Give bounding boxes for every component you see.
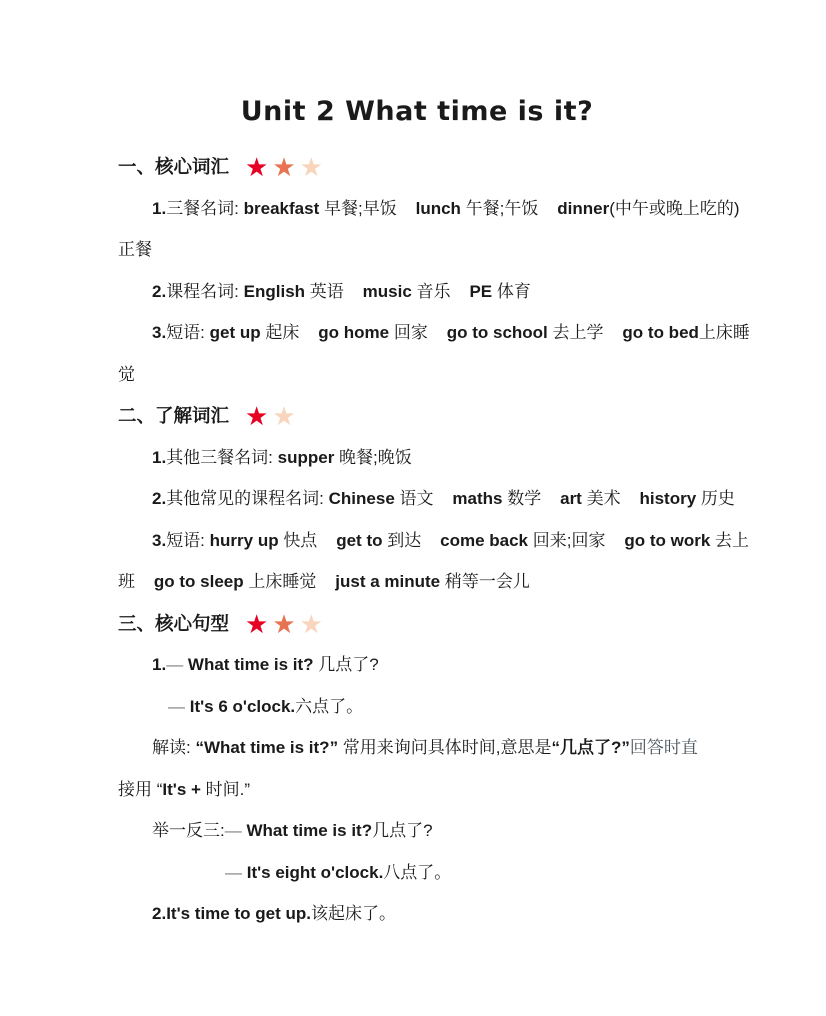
text-run: 英语 [309,281,363,301]
text-run: 1. [152,198,167,218]
text-run: 其他常见的课程名词: [166,489,329,508]
text-run: dinner [557,198,610,218]
text-run: Chinese [328,489,400,508]
text-run: 去上 [715,530,750,550]
text-run: supper [277,447,340,467]
text-run: music [362,281,417,301]
rating-stars [245,153,327,183]
text-run: go to bed [622,323,699,342]
text-run: It's 6 o'clock. [189,696,296,716]
rating-stars [245,402,300,432]
text-run: hurry up [209,530,284,550]
text-run: — [168,696,190,716]
text-run: 解读: [152,738,196,757]
text-run: PE [469,281,497,301]
text-run: 几点了? [318,655,379,674]
text-run: 晚餐;晚饭 [339,447,412,467]
text-run: 时间.” [205,779,251,799]
text-run: 1. [152,447,167,467]
text-run: — [224,821,247,840]
text-run: 回答时直 [629,738,698,757]
text-run: 觉 [118,364,135,384]
text-run: 短语: [166,323,210,342]
text-run: 午餐;午饭 [465,198,558,218]
text-run: “What time is it?” [195,738,339,757]
text-run: 快点 [283,530,337,550]
text-run: 2. [152,281,167,301]
text-run: 课程名词: [166,281,244,301]
star-icon: ★ [272,153,300,183]
text-run: 正餐 [118,240,152,259]
text-run: 三餐名词: [166,198,244,218]
line-phrases-known [118,520,750,562]
section-heading-key-sentences [118,603,716,645]
section-heading-core-words [118,146,716,188]
text-run: 几点了? [372,821,433,840]
text-run: English [243,281,310,301]
text-run: 八点了。 [383,862,452,882]
text-run: 音乐 [416,281,470,301]
text-run: just a minute [335,572,445,591]
text-run: 体育 [496,281,531,301]
text-run: 其他三餐名词: [166,447,278,467]
line-answer-six-oclock [118,686,716,728]
text-run: 美术 [586,489,640,508]
star-icon: ★ [245,153,273,183]
text-run: 数学 [507,489,561,508]
line-other-meal-nouns [118,437,716,479]
text-run: go to school [446,323,553,342]
text-run: 上床睡 [698,323,750,342]
text-run: 上床睡觉 [248,572,336,591]
text-run: go to sleep [153,572,249,591]
text-run: lunch [415,198,466,218]
line-meal-nouns-wrap [118,229,716,271]
line-extension-question [118,810,716,852]
text-run: 短语: [166,530,210,550]
text-run: 一、核心词汇 [118,156,230,177]
text-run: 稍等一会儿 [444,572,530,591]
text-run: get up [209,323,266,342]
text-run: art [560,489,587,508]
text-run: It's eight o'clock. [246,862,384,882]
line-phrases-known-wrap [118,561,716,603]
line-subject-nouns [118,271,716,313]
text-run: 到达 [387,530,441,550]
line-phrases-core [118,312,750,354]
text-run: It's + [162,779,206,799]
text-run: get to [336,530,388,550]
text-run: maths [452,489,508,508]
text-run: 去上学 [552,323,623,342]
star-icon: ★ [299,153,327,183]
line-other-subject-nouns [118,478,735,520]
text-run: 2. [152,904,167,923]
section-heading-known-words [118,395,716,437]
text-run: 起床 [265,323,319,342]
rating-stars [245,609,327,640]
document-body [118,146,750,935]
text-run: 语文 [399,489,453,508]
text-run: 接用 “ [118,779,163,799]
line-explanation-wrap [118,769,716,811]
text-run: It's time to get up. [166,904,311,923]
text-run: history [639,489,701,508]
text-run: 回家 [393,323,447,342]
text-run: come back [440,530,533,550]
text-run: 三、核心句型 [118,612,230,634]
text-run: breakfast [243,198,324,218]
text-run: 早餐;早饭 [323,198,416,218]
line-extension-answer [118,852,716,894]
text-run: 回来;回家 [532,530,625,550]
text-run: — [225,862,247,882]
text-run: 六点了。 [295,696,364,716]
line-time-to-get-up [118,893,716,935]
star-icon: ★ [245,609,273,640]
text-run: 班 [118,572,154,591]
star-icon: ★ [299,609,327,640]
text-run: 3. [152,530,167,550]
text-run: go to work [624,530,716,550]
text-run: What time is it? [246,821,373,840]
text-run: — [166,655,188,674]
text-run: go home [318,323,394,342]
text-run: 二、了解词汇 [118,405,230,426]
text-run: 2. [152,489,167,508]
text-run: 3. [152,323,167,342]
line-meal-nouns [118,188,740,230]
text-run: (中午或晚上吃的) [609,198,740,218]
text-run: 该起床了。 [310,904,396,923]
text-run: 历史 [700,489,735,508]
text-run: “几点了?” [551,738,630,757]
text-run: 常用来询问具体时间,意思是 [338,738,552,757]
line-phrases-core-wrap [118,354,716,396]
text-run: 1. [152,655,167,674]
text-run: 举一反三: [152,821,225,840]
star-icon: ★ [272,402,300,432]
star-icon: ★ [245,402,273,432]
line-explanation [118,727,716,769]
text-run: What time is it? [187,655,319,674]
star-icon: ★ [272,609,300,640]
document-title: Unit 2 What time is it? [240,96,594,127]
line-question-what-time [118,644,716,686]
